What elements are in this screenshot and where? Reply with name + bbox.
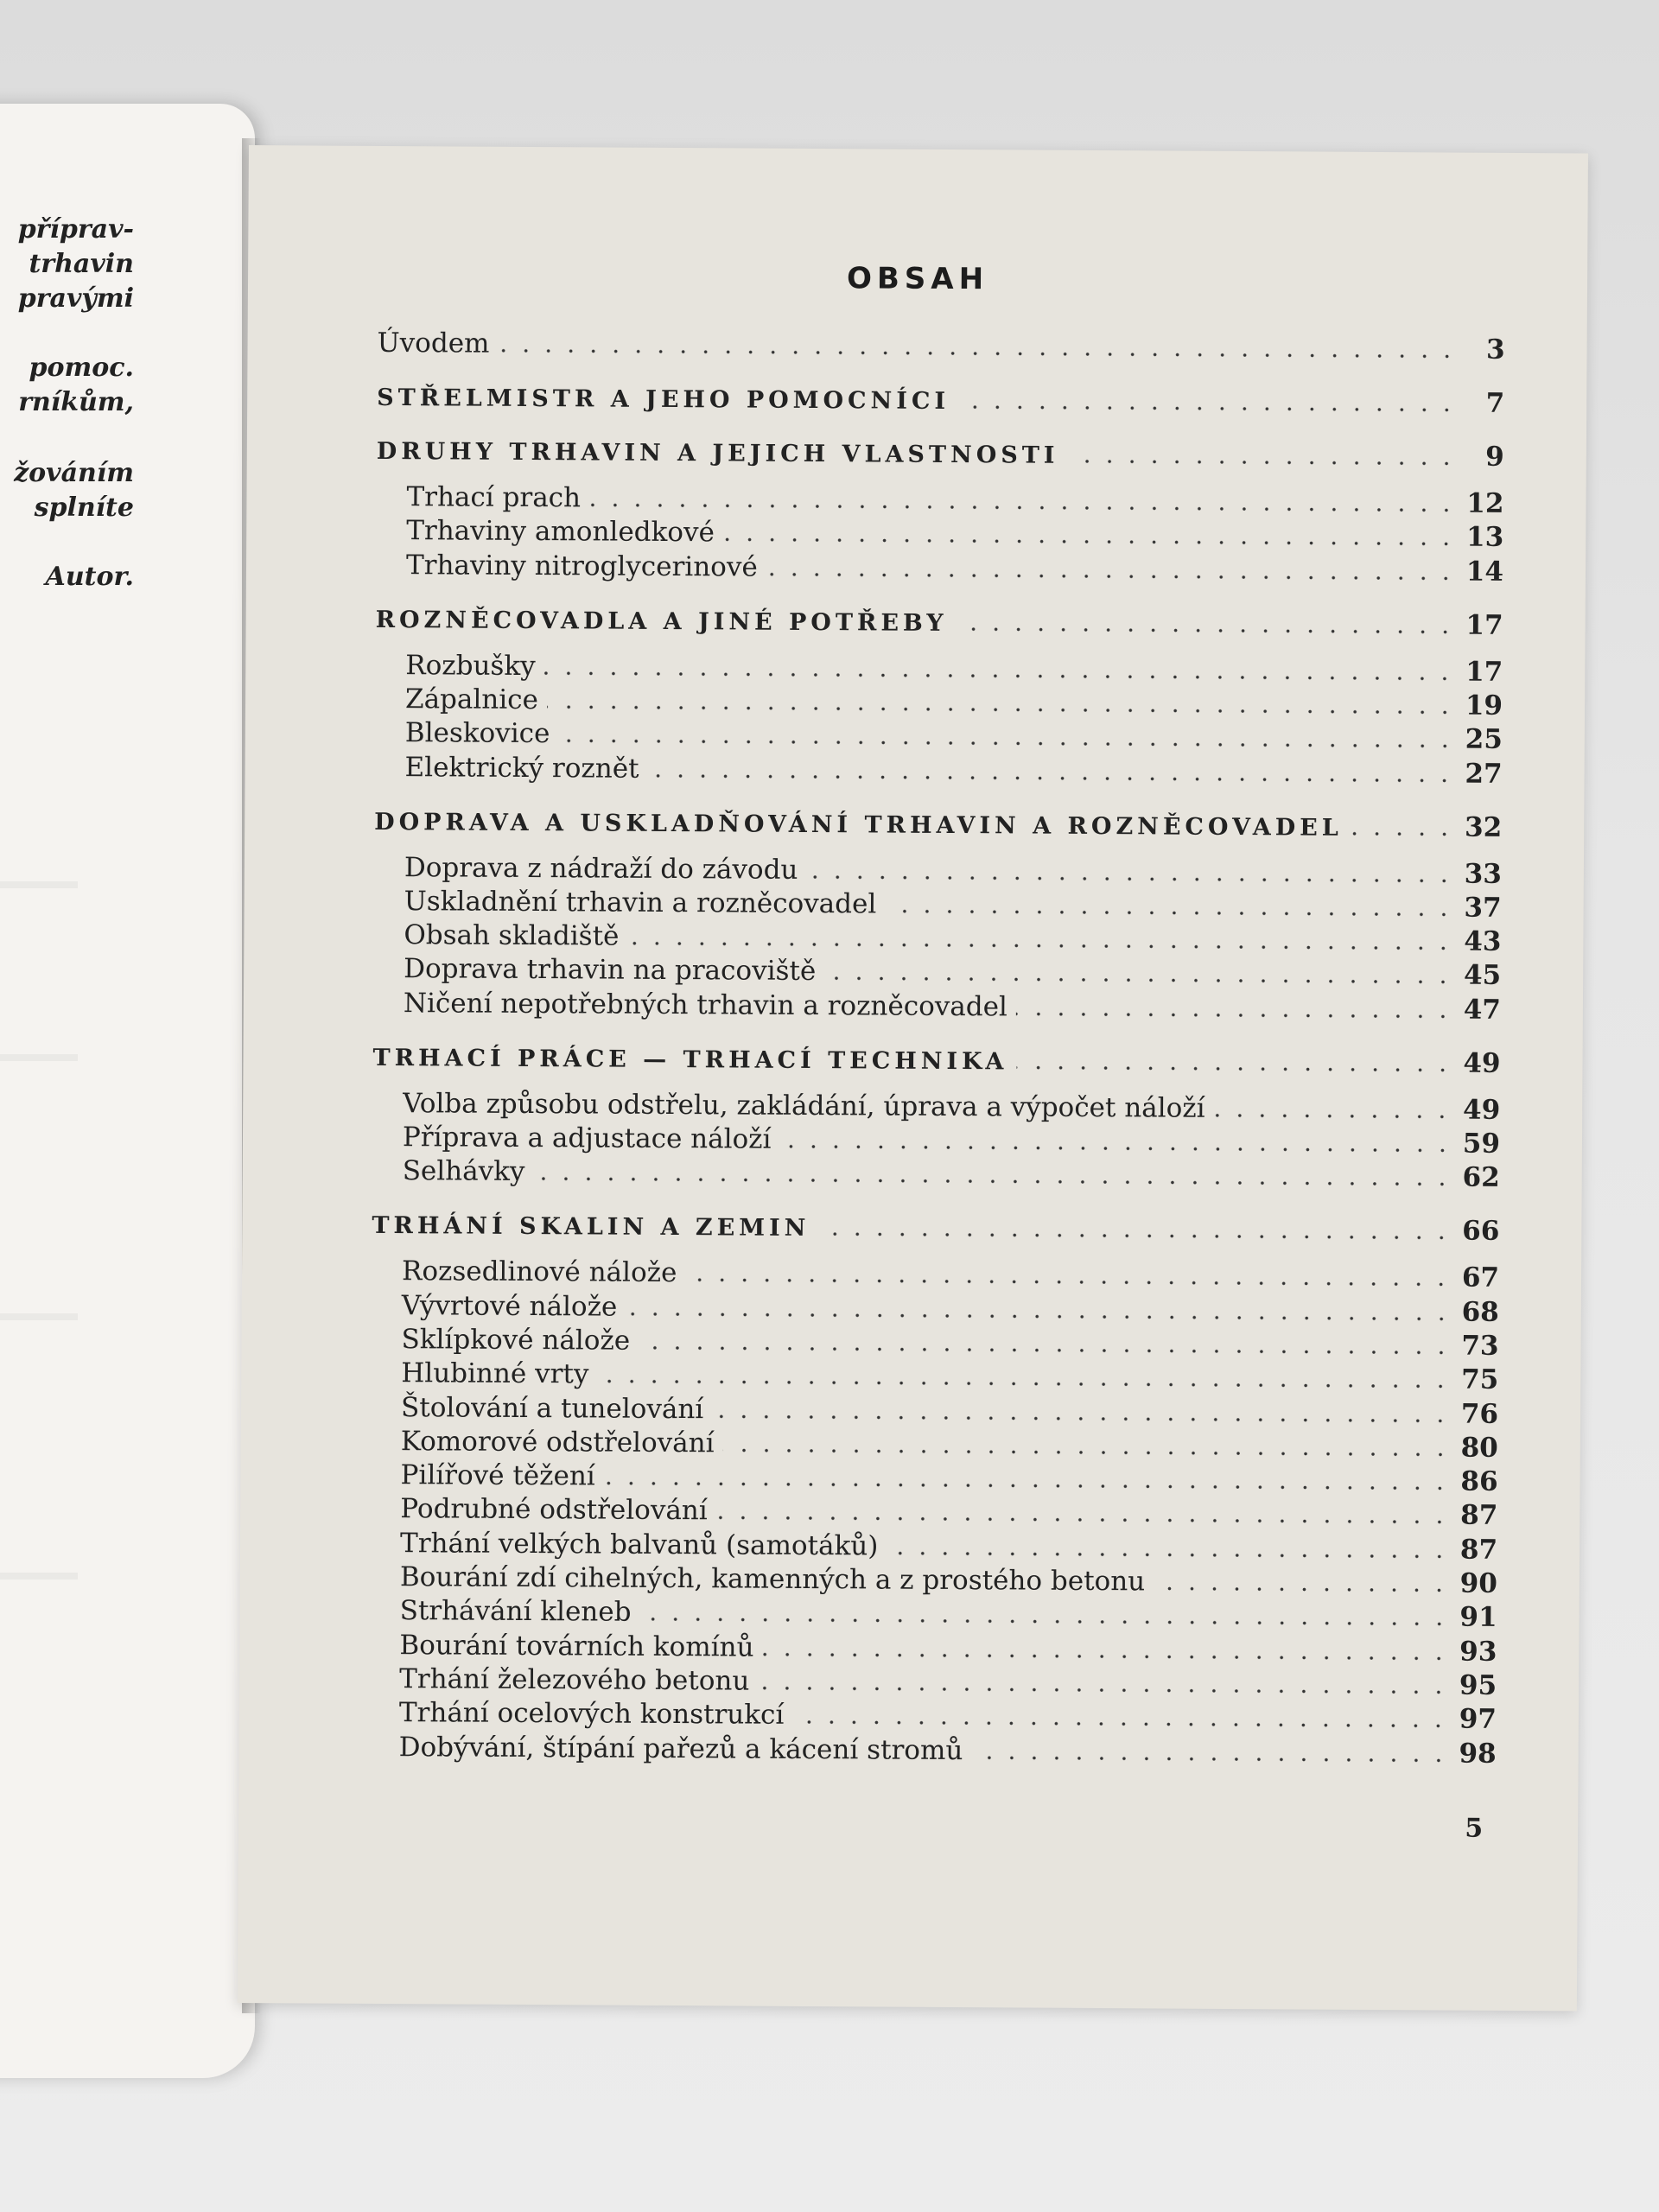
left-text-fragment: žováním	[14, 458, 134, 488]
toc-entry-page: 27	[1465, 758, 1503, 790]
toc-list	[249, 145, 1588, 1770]
contents-page	[238, 145, 1588, 2011]
bleed-through-line	[0, 1573, 78, 1580]
toc-item-row	[399, 1663, 1497, 1701]
toc-entry-label: Uskladnění trhavin a rozněcovadel	[404, 885, 877, 920]
toc-entry-label: Trhaviny amonledkové	[406, 515, 715, 549]
toc-entry-label: TRHÁNÍ SKALIN A ZEMIN	[372, 1212, 810, 1243]
toc-entry-page: 73	[1461, 1330, 1499, 1362]
toc-entry-page: 62	[1462, 1161, 1500, 1194]
leader-dots	[547, 705, 1456, 714]
toc-item-row	[401, 1357, 1498, 1395]
toc-item-row	[404, 954, 1501, 992]
toc-entry-page: 7	[1485, 387, 1505, 419]
leader-dots	[779, 1145, 1452, 1153]
toc-entry-label: Rozbušky	[405, 649, 536, 682]
toc-entry-page: 14	[1465, 556, 1504, 588]
toc-entry-label: ROZNĚCOVADLA A JINÉ POTŘEBY	[375, 606, 948, 637]
leader-dots	[723, 1448, 1452, 1456]
leader-dots	[597, 1380, 1452, 1389]
leader-dots	[806, 874, 1454, 882]
leader-dots	[958, 405, 1458, 412]
left-text-fragment: Autor.	[45, 562, 134, 592]
toc-entry-page: 17	[1465, 609, 1503, 641]
leader-dots	[723, 538, 1457, 546]
leader-dots	[1351, 831, 1455, 836]
toc-entry-page: 80	[1460, 1432, 1498, 1464]
toc-entry-label: Trhaviny nitroglycerinové	[405, 549, 758, 583]
toc-entry-label: Trhací prach	[406, 481, 582, 514]
leader-dots	[887, 1551, 1451, 1558]
toc-item-row	[404, 988, 1501, 1026]
toc-entry-label: Trhání ocelových konstrukcí	[398, 1697, 785, 1732]
toc-entry-label: Ničení nepotřebných trhavin a rozněcovadel	[403, 987, 1008, 1023]
toc-title: OBSAH	[846, 261, 989, 297]
left-text-fragment: splníte	[34, 493, 134, 523]
leader-dots	[824, 976, 1454, 983]
toc-item-row	[405, 717, 1503, 755]
toc-entry-page: 45	[1463, 959, 1502, 992]
toc-entry-page: 43	[1464, 925, 1502, 957]
toc-entry-page: 49	[1462, 1094, 1501, 1126]
toc-entry-page: 98	[1459, 1738, 1497, 1770]
leader-dots	[648, 773, 1456, 782]
toc-entry-page: 68	[1461, 1296, 1499, 1328]
toc-entry-label: Selhávky	[402, 1155, 525, 1188]
toc-entry-page: 90	[1459, 1567, 1497, 1599]
toc-entry-label: Volba způsobu odstřelu, zakládání, úprava a výpočet náloží	[403, 1087, 1205, 1124]
toc-item-row	[405, 650, 1503, 688]
toc-entry-label: Úvodem	[377, 327, 490, 359]
leader-dots	[766, 572, 1457, 580]
toc-entry-page: 75	[1461, 1363, 1499, 1396]
leader-dots	[626, 1312, 1452, 1320]
leader-dots	[818, 1232, 1452, 1239]
leader-dots	[1016, 1012, 1454, 1018]
page-number: 5	[1465, 1813, 1484, 1844]
toc-item-row	[403, 1122, 1500, 1160]
toc-section-row	[374, 804, 1502, 842]
toc-entry-label: Elektrický roznět	[404, 751, 639, 785]
toc-entry-page: 25	[1465, 723, 1503, 756]
toc-entry-label: Bourání továrních komínů	[399, 1629, 754, 1663]
toc-item-row	[399, 1732, 1497, 1770]
toc-entry-page: 47	[1463, 994, 1502, 1026]
leader-dots	[498, 349, 1458, 359]
leader-dots	[1154, 1586, 1451, 1592]
toc-item-row	[399, 1630, 1497, 1668]
toc-item-row	[402, 1290, 1499, 1328]
toc-entry-label: Sklípkové nálože	[401, 1323, 631, 1357]
leader-dots	[957, 627, 1457, 634]
toc-entry-label: Doprava trhavin na pracoviště	[404, 953, 817, 988]
bleed-through-line	[0, 881, 78, 888]
leader-dots	[762, 1652, 1450, 1660]
leader-dots	[627, 942, 1454, 950]
left-text-fragment: příprav-	[17, 214, 134, 245]
toc-entry-page: 93	[1459, 1636, 1497, 1668]
toc-entry-page: 9	[1485, 441, 1504, 473]
toc-item-row	[404, 852, 1502, 890]
toc-item-row	[401, 1392, 1498, 1430]
toc-entry-label: Bleskovice	[404, 717, 550, 750]
toc-item-row	[401, 1426, 1498, 1464]
toc-entry-page: 86	[1460, 1465, 1498, 1497]
leader-dots	[589, 503, 1457, 512]
toc-entry-page: 3	[1485, 334, 1505, 365]
toc-entry-label: DRUHY TRHAVIN A JEJICH VLASTNOSTI	[376, 437, 1059, 469]
toc-entry-page: 59	[1462, 1128, 1501, 1160]
toc-section-row	[377, 327, 1504, 365]
toc-entry-page: 33	[1464, 858, 1502, 890]
leader-dots	[712, 1414, 1452, 1422]
toc-item-row	[400, 1528, 1497, 1566]
toc-entry-label: Dobývání, štípání pařezů a kácení stromů	[398, 1731, 963, 1766]
toc-item-row	[404, 919, 1501, 957]
leader-dots	[792, 1720, 1450, 1728]
left-text-fragment: pravými	[17, 283, 134, 314]
bleed-through-line	[0, 1313, 78, 1320]
toc-entry-page: 17	[1465, 656, 1503, 688]
toc-entry-label: Rozsedlinové nálože	[401, 1255, 677, 1289]
toc-section-row	[377, 381, 1504, 419]
leader-dots	[1213, 1114, 1453, 1119]
toc-item-row	[399, 1697, 1497, 1735]
toc-item-row	[400, 1595, 1497, 1633]
toc-entry-page: 19	[1465, 690, 1503, 721]
toc-entry-label: Vývrtové nálože	[401, 1289, 618, 1323]
leader-dots	[558, 739, 1455, 747]
toc-item-row	[406, 550, 1503, 588]
toc-entry-page: 87	[1459, 1534, 1498, 1566]
toc-item-row	[404, 752, 1502, 790]
toc-item-row	[402, 1255, 1499, 1294]
toc-section-row	[376, 603, 1503, 641]
toc-entry-label: Podrubné odstřelování	[400, 1493, 708, 1527]
toc-entry-label: Strhávání kleneb	[399, 1595, 632, 1629]
toc-item-row	[403, 1155, 1500, 1193]
toc-entry-page: 76	[1460, 1398, 1499, 1430]
toc-item-row	[404, 886, 1502, 924]
toc-section-row	[377, 435, 1504, 473]
leader-dots	[533, 1177, 1452, 1186]
leader-dots	[1067, 460, 1457, 466]
leader-dots	[639, 1618, 1450, 1626]
toc-entry-label: Obsah skladiště	[404, 919, 620, 952]
toc-entry-label: Doprava z nádraží do závodu	[404, 851, 798, 886]
toc-entry-label: Zápalnice	[404, 683, 539, 715]
toc-section-row	[372, 1041, 1500, 1079]
toc-entry-page: 13	[1466, 521, 1504, 554]
left-text-fragment: pomoc.	[29, 353, 134, 383]
leader-dots	[544, 671, 1457, 680]
leader-dots	[639, 1346, 1452, 1355]
toc-entry-label: Hlubinné vrty	[401, 1357, 589, 1390]
toc-entry-page: 49	[1463, 1047, 1501, 1079]
toc-item-row	[406, 515, 1503, 553]
toc-entry-page: 66	[1462, 1215, 1500, 1248]
toc-entry-label: Trhání velkých balvanů (samotáků)	[400, 1527, 879, 1562]
bleed-through-line	[0, 1054, 78, 1061]
leader-dots	[971, 1756, 1449, 1762]
toc-entry-page: 91	[1459, 1601, 1497, 1634]
toc-entry-page: 95	[1459, 1669, 1497, 1701]
left-text-fragment: rníkům,	[18, 387, 134, 417]
toc-item-row	[405, 683, 1503, 721]
toc-entry-label: Trhání železového betonu	[399, 1662, 750, 1697]
toc-entry-page: 37	[1464, 892, 1502, 924]
toc-item-row	[403, 1088, 1500, 1126]
leader-dots	[685, 1278, 1452, 1286]
toc-entry-label: DOPRAVA A USKLADŇOVÁNÍ TRHAVIN A ROZNĚCOVADEL	[374, 808, 1343, 842]
left-text-fragment: trhavin	[29, 249, 134, 279]
toc-item-row	[400, 1493, 1497, 1531]
leader-dots	[604, 1482, 1452, 1491]
toc-entry-page: 12	[1466, 487, 1504, 519]
leader-dots	[758, 1687, 1450, 1694]
toc-entry-label: STŘELMISTR A JEHO POMOCNÍCI	[377, 384, 950, 415]
toc-entry-page: 67	[1461, 1262, 1500, 1294]
toc-entry-label: Bourání zdí cihelných, kamenných a z prostého betonu	[399, 1561, 1146, 1598]
toc-item-row	[400, 1561, 1497, 1599]
toc-entry-page: 32	[1464, 811, 1503, 843]
toc-entry-label: Pilířové těžení	[400, 1459, 595, 1492]
toc-entry-label: TRHACÍ PRÁCE — TRHACÍ TECHNIKA	[372, 1044, 1008, 1076]
toc-item-row	[401, 1324, 1498, 1362]
toc-entry-label: Štolování a tunelování	[400, 1391, 704, 1425]
toc-entry-label: Komorové odstřelování	[400, 1425, 715, 1459]
leader-dots	[885, 909, 1454, 916]
toc-entry-page: 87	[1460, 1499, 1498, 1532]
toc-item-row	[400, 1459, 1497, 1497]
toc-entry-label: Příprava a adjustace náloží	[402, 1122, 772, 1155]
leader-dots	[716, 1516, 1452, 1524]
toc-item-row	[406, 481, 1503, 519]
leader-dots	[1016, 1065, 1453, 1071]
toc-entry-page: 97	[1459, 1703, 1497, 1736]
toc-section-row	[372, 1209, 1499, 1247]
left-facing-page	[0, 104, 255, 2078]
